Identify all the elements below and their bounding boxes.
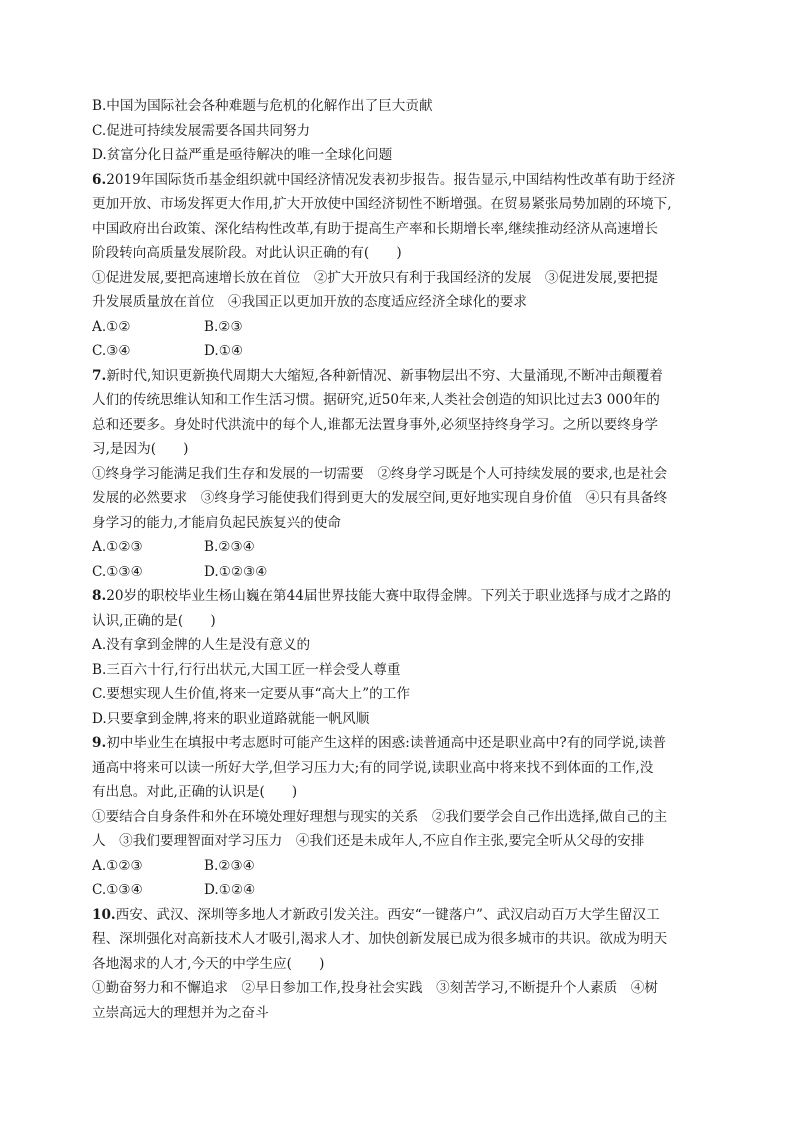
question-8 (92, 584, 708, 731)
q6-choice-c: C.③④ (92, 343, 131, 359)
q7-statement-line: 身学习的能力,才能肩负起民族复兴的使命 (92, 514, 342, 531)
q7-choice-a: A.①②③ (92, 539, 143, 555)
q8-option-d: D.只要拿到金牌,将来的职业道路就能一帆风顺 (92, 710, 370, 727)
q7-choices-row (92, 535, 708, 560)
question-6 (92, 168, 708, 364)
q9-choice-c: C.①③④ (92, 882, 143, 898)
q7-stem-text: 新时代,知识更新换代周期大大缩短,各种新情况、新事物层出不穷、大量涌现,不断冲击颠覆着 (106, 367, 663, 384)
q7-choice-c: C.①③④ (92, 563, 143, 580)
q9-choice-d: D.①②④ (204, 882, 256, 898)
q9-choice-b: B.②③④ (204, 857, 255, 874)
q6-choice-a: A.①② (92, 318, 131, 335)
q6-statement-line: 升发展质量放在首位 ④我国正以更加开放的态度适应经济全球化的要求 (92, 294, 527, 310)
q7-stem-line: 人们的传统思维认知和工作生活习惯。据研究,近50年来,人类社会创造的知识比过去3 000年的 (92, 392, 660, 408)
q7-stem-line: 总和还要多。身处时代洪流中的每个人,谁都无法置身事外,必须坚持终身学习。之所以要终身学 (92, 416, 658, 433)
q7-statement-line: 发展的必然要求 ③终身学习能使我们得到更大的发展空间,更好地实现自身价值 ④只有具备终 (92, 490, 668, 506)
q9-statement-line: 人 ③我们要理智面对学习压力 ④我们还是未成年人,不应自作主张,要完全听从父母的安排 (92, 833, 645, 849)
q7-stem-line (92, 364, 708, 389)
q8-stem-line (92, 584, 708, 609)
q10-number: 10. (92, 906, 116, 923)
q9-choice-a: A.①②③ (92, 857, 143, 874)
q6-stem-line: 阶段转向高质量发展阶段。对此认识正确的有( ) (92, 245, 402, 261)
q6-choices-row (92, 339, 708, 364)
question-7 (92, 364, 708, 585)
q9-choices-row (92, 854, 708, 879)
q10-statement-line: ①勤奋努力和不懈追求 ②早日参加工作,投身社会实践 ③刻苦学习,不断提升个人素质 ④树 (92, 980, 658, 996)
q6-stem-line (92, 168, 708, 193)
q7-statement-line: ①终身学习能满足我们生存和发展的一切需要 ②终身学习既是个人可持续发展的要求,也是社会 (92, 465, 668, 482)
q9-stem-line: 通高中将来可以读一所好大学,但学习压力大;有的同学说,读职业高中将来找不到体面的工作,没 (92, 759, 654, 776)
question-9 (92, 731, 708, 903)
q10-stem-text: 西安、武汉、深圳等多地人才新政引发关注。西安“一键落户”、武汉启动百万大学生留汉工 (115, 906, 660, 923)
q5-option-d: D.贫富分化日益严重是亟待解决的唯一全球化问题 (92, 147, 393, 163)
q9-stem-text: 初中毕业生在填报中考志愿时可能产生这样的困惑:读普通高中还是职业高中?有的同学说,读普 (106, 735, 667, 751)
question-5-options-tail (92, 94, 708, 168)
q9-number: 9. (92, 735, 107, 751)
q6-choice-d: D.①④ (204, 343, 244, 359)
q7-number: 7. (92, 367, 107, 384)
exam-page (92, 94, 708, 1025)
q7-choice-b: B.②③④ (204, 539, 255, 555)
q5-option-b: B.中国为国际社会各种难题与危机的化解作出了巨大贡献 (92, 98, 433, 114)
q7-stem-line: 习,是因为( ) (92, 441, 189, 457)
q8-stem-line: 认识,正确的是( ) (92, 612, 216, 629)
q8-option-c: C.要想实现人生价值,将来一定要从事“高大上”的工作 (92, 686, 410, 702)
question-10 (92, 903, 708, 1026)
q10-stem-line: 程、深圳强化对高新技术人才吸引,渴求人才、加快创新发展已成为很多城市的共识。欲成为明天 (92, 931, 668, 947)
q6-stem-text: 2019年国际货币基金组织就中国经济情况发表初步报告。报告显示,中国结构性改革有助于经济 (106, 171, 676, 188)
q8-option-a: A.没有拿到金牌的人生是没有意义的 (92, 637, 311, 653)
q6-stem-line: 更加开放、市场发挥更大作用,扩大开放使中国经济韧性不断增强。在贸易紧张局势加剧的环境下, (92, 196, 672, 212)
q6-choice-b: B.②③ (204, 318, 243, 335)
q6-choices-row (92, 315, 708, 340)
q7-choices-row (92, 560, 708, 585)
q9-statement-line: ①要结合自身条件和外在环境处理好理想与现实的关系 ②我们要学会自己作出选择,做自己的主 (92, 808, 668, 825)
q6-stem-line: 中国政府出台政策、深化结构性改革,有助于提高生产率和长期增长率,继续推动经济从高速增长 (92, 220, 658, 237)
q7-choice-d: D.①②③④ (204, 563, 268, 580)
q6-statement-line: ①促进发展,要把高速增长放在首位 ②扩大开放只有利于我国经济的发展 ③促进发展,要把提 (92, 269, 658, 286)
q9-stem-line (92, 731, 708, 756)
q10-stem-line: 各地渴求的人才,今天的中学生应( ) (92, 955, 325, 972)
q6-number: 6. (92, 171, 107, 188)
q8-number: 8. (92, 588, 107, 604)
q9-stem-line: 有出息。对此,正确的认识是( ) (92, 784, 298, 800)
q10-stem-line (92, 903, 708, 928)
q9-choices-row (92, 878, 708, 903)
q8-stem-text: 20岁的职校毕业生杨山巍在第44届世界技能大赛中取得金牌。下列关于职业选择与成才之路的 (106, 588, 671, 604)
q10-statement-line: 立崇高远大的理想并为之奋斗 (92, 1004, 269, 1021)
q8-option-b: B.三百六十行,行行出状元,大国工匠一样会受人尊重 (92, 661, 401, 678)
q5-option-c: C.促进可持续发展需要各国共同努力 (92, 122, 311, 139)
